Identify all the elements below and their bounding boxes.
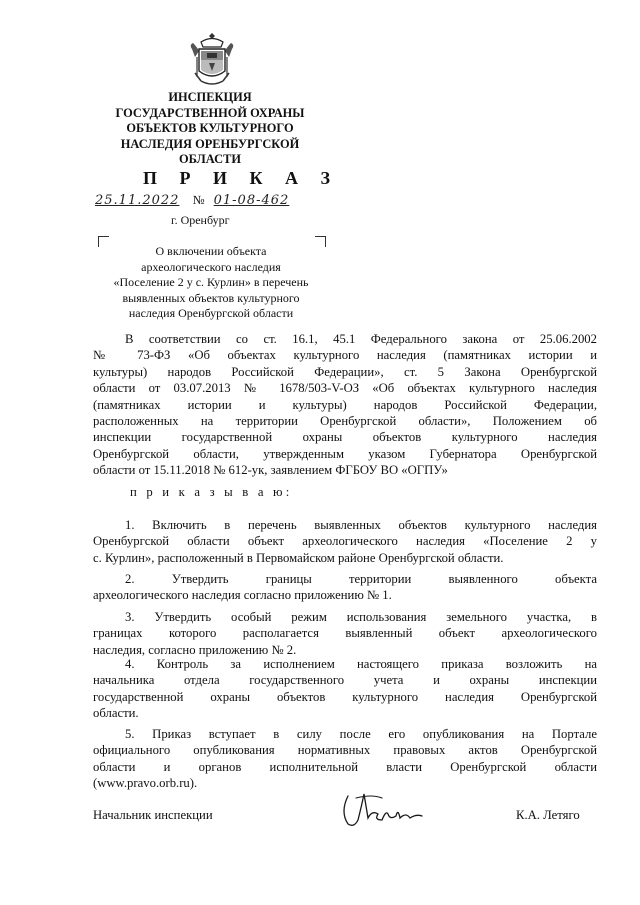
city: г. Оренбург [171,213,230,227]
point-line: 2. Утвердить границы территории выявленного объекта [125,572,597,586]
org-line: ГОСУДАРСТВЕННОЙ ОХРАНЫ [115,105,305,120]
point-line: границах которого располагается выявленный объект археологического [93,626,597,641]
signer-name: К.А. Летяго [516,808,580,822]
intro-line: расположенных на территории Оренбургской области», Положением об [93,414,597,429]
order-date: 25.11.2022 [95,193,180,208]
point-2 [93,571,597,604]
org-line: ОБЛАСТИ [179,152,241,166]
intro-line: Оренбургской области, утвержденным указом Губернатора Оренбургской [93,446,597,461]
point-5 [93,726,597,792]
point-line: наследия, согласно приложению № 2. [93,642,297,657]
intro-line: (памятниках истории и культуры) народов Российской Федерации, [93,397,597,412]
order-number: 01-08-462 [213,193,290,208]
point-line: области и органов исполнительной власти Оренбургской области [93,759,597,774]
date-number-line [95,193,289,208]
intro-paragraph [93,331,597,479]
subject-line: О включении объекта [155,244,267,258]
org-line: ОБЪЕКТОВ КУЛЬТУРНОГО [126,121,294,135]
intro-line: области от 03.07.2013 № 1678/503-V-ОЗ «Об объектах культурного наследия [93,381,597,396]
point-line: 5. Приказ вступает в силу после его опубликования на Портале [125,727,597,741]
intro-line: инспекции государственной охраны объектов культурного наследия [93,430,597,445]
point-line: начальника отдела государственного учета и охраны инспекции [93,673,597,688]
org-line: НАСЛЕДИЯ ОРЕНБУРГСКОЙ [120,136,300,151]
point-line: области. [93,706,139,721]
point-line: официального опубликования нормативных правовых актов Оренбургской [93,743,597,758]
point-3 [93,609,597,658]
number-sign: № [192,193,205,207]
intro-line: области от 15.11.2018 № 612-ук, заявлением ФГБОУ ВО «ОГПУ» [93,463,448,478]
org-line: ИНСПЕКЦИЯ [168,90,252,104]
intro-line: культуры) народов Российской Федерации», ст. 5 Закона Оренбургской [93,364,597,379]
document-type: П Р И К А З [143,168,340,188]
subject-line: наследия Оренбургской области [128,306,294,321]
point-1 [93,517,597,566]
point-line: государственной охраны объектов культурного наследия Оренбургской [93,689,597,704]
handwritten-signature [338,790,433,830]
coat-of-arms-icon [187,33,237,89]
point-line: 1. Включить в перечень выявленных объектов культурного наследия [125,518,597,532]
point-line: с. Курлин», расположенный в Первомайском районе Оренбургской области. [93,550,504,565]
subject-line: археологического наследия [141,259,281,274]
subject-line: выявленных объектов культурного [122,290,300,305]
organization-name [95,90,325,168]
subject-block [95,244,327,322]
point-line: археологического наследия согласно приложению № 1. [93,588,392,603]
intro-line: В соответствии со ст. 16.1, 45.1 Федерального закона от 25.06.2002 [125,332,597,346]
intro-line: № 73-ФЗ «Об объектах культурного наследия (памятниках истории и [93,348,597,363]
point-4 [93,656,597,722]
point-line: (www.pravo.orb.ru). [93,776,198,791]
point-line: 4. Контроль за исполнением настоящего приказа возложить на [125,657,597,671]
subject-line: «Поселение 2 у с. Курлин» в перечень [113,275,309,290]
point-line: 3. Утвердить особый режим использования земельного участка, в [125,610,597,624]
signer-title: Начальник инспекции [93,808,213,822]
point-line: Оренбургской области объект археологического наследия «Поселение 2 у [93,534,597,549]
order-word: п р и к а з ы в а ю: [130,485,293,499]
